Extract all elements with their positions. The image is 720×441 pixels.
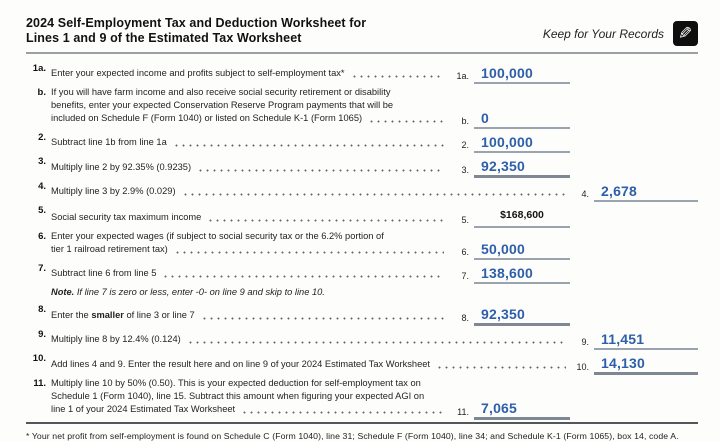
row-text: [51, 267, 156, 280]
entry-value: 100,000: [481, 134, 534, 150]
row-text-segment: Subtract line 1b from line 1a: [51, 137, 167, 147]
entry-line-label: 3.: [461, 165, 469, 175]
row-text-segment: Schedule 1 (Form 1040), line 15. Subtract this amount when figuring your expected AGI on: [51, 391, 425, 401]
page-title: [26, 16, 366, 46]
dot-leaders: [182, 185, 566, 198]
row-text: [51, 211, 201, 224]
row-description: [51, 86, 448, 125]
row-text-line: [51, 211, 448, 224]
keep-for-records-label: Keep for Your Records: [542, 26, 664, 41]
row-text-segment: Multiply line 8 by 12.4% (0.124): [51, 334, 181, 344]
row-description: [51, 185, 570, 198]
row-description: [51, 286, 698, 299]
row-text: [51, 112, 362, 125]
worksheet-row: [26, 230, 698, 256]
row-description: [51, 230, 448, 256]
dot-leaders: [174, 243, 444, 256]
row-number: 7.: [38, 263, 46, 274]
row-text-line: [51, 286, 698, 299]
entry-value: 92,350: [481, 306, 526, 322]
row-description: [51, 358, 570, 371]
row-text-line: [51, 67, 448, 80]
row-text-segment: Enter the: [51, 310, 92, 320]
worksheet-rows: [26, 62, 698, 416]
row-text-segment: Note.: [51, 287, 75, 297]
worksheet-row: [26, 155, 698, 174]
dot-leaders: [351, 67, 444, 80]
dot-leaders: [436, 358, 566, 371]
entry-line-label: 11.: [457, 407, 469, 417]
row-text-segment: If you will have farm income and also receive social security retirement or disability: [51, 87, 391, 97]
row-text: [51, 161, 191, 174]
worksheet-row: [26, 303, 698, 322]
entry-line-label: b.: [461, 116, 469, 126]
row-text-line: [51, 333, 570, 346]
entry-value: 0: [481, 110, 489, 126]
row-text-segment: Enter your expected wages (if subject to social security tax or the 6.2% portion of: [51, 231, 384, 241]
row-number: 5.: [38, 205, 46, 216]
worksheet-row: [26, 328, 698, 346]
row-text-line: [51, 185, 570, 198]
row-text: [51, 286, 325, 299]
row-number: 3.: [38, 156, 46, 167]
entry-line-label: 10.: [576, 362, 589, 372]
worksheet-row: [26, 131, 698, 149]
entry-line-label: 7.: [461, 271, 469, 281]
note-row: [26, 286, 698, 299]
row-text-line: [51, 230, 448, 243]
row-text-line: [51, 86, 448, 99]
row-text-line: [51, 112, 448, 125]
worksheet-row: [26, 204, 698, 224]
row-text-line: [51, 377, 448, 390]
entry-field-3[interactable]: [474, 159, 570, 178]
row-description: [51, 333, 570, 346]
dot-leaders: [207, 211, 444, 224]
row-number: 1a.: [32, 63, 46, 74]
page-title-line1: 2024 Self-Employment Tax and Deduction Worksheet for: [26, 16, 367, 30]
row-text-segment: benefits, enter your expected Conservation Reserve Program payments that will be: [51, 100, 394, 110]
entry-field-10[interactable]: [594, 356, 698, 375]
dot-leaders: [187, 333, 566, 346]
entry-line-label: 4.: [581, 189, 589, 199]
entry-field-11[interactable]: [474, 401, 570, 420]
row-text: [51, 390, 424, 403]
row-text-line: [51, 403, 448, 416]
row-number: 4.: [38, 181, 46, 192]
entry-value: 7,065: [481, 400, 518, 416]
row-number: 9.: [38, 329, 46, 340]
entry-field-6[interactable]: [474, 242, 570, 260]
row-text-line: [51, 99, 448, 112]
dot-leaders: [201, 309, 444, 322]
header-divider: [26, 52, 698, 54]
entry-value: 92,350: [481, 158, 526, 174]
page-title-line2: Lines 1 and 9 of the Estimated Tax Worksheet: [26, 31, 302, 45]
row-description: [51, 161, 448, 174]
row-text-segment: If line 7 is zero or less, enter -0- on line 9 and skip to line 10.: [74, 287, 325, 297]
row-text: [51, 86, 390, 99]
row-text-line: [51, 161, 448, 174]
entry-field-2[interactable]: [474, 135, 570, 153]
entry-line-label: 8.: [461, 313, 469, 323]
worksheet-row: [26, 62, 698, 80]
row-number: 11.: [33, 378, 46, 389]
entry-value: 138,600: [481, 265, 534, 281]
row-text-segment: Multiply line 3 by 2.9% (0.029): [51, 186, 176, 196]
row-description: [51, 309, 448, 322]
row-number: 10.: [32, 353, 46, 364]
row-number: 8.: [38, 304, 46, 315]
worksheet-row: [26, 86, 698, 125]
row-text: [51, 243, 168, 256]
entry-field-4[interactable]: [594, 184, 698, 202]
row-number: 2.: [38, 132, 46, 143]
entry-line-label: 6.: [461, 247, 469, 257]
row-text: [51, 136, 167, 149]
entry-line-label: 1a.: [456, 71, 469, 81]
row-text-line: [51, 243, 448, 256]
row-text-line: [51, 309, 448, 322]
row-description: [51, 267, 448, 280]
row-text-segment: Subtract line 6 from line 5: [51, 268, 157, 278]
dot-leaders: [197, 161, 444, 174]
entry-field-5[interactable]: [474, 208, 570, 228]
row-text-segment: tier 1 railroad retirement tax): [51, 244, 168, 254]
row-description: [51, 67, 448, 80]
entry-line-label: 9.: [581, 337, 589, 347]
entry-field-9[interactable]: [594, 332, 698, 350]
row-text-segment: Social security tax maximum income: [51, 212, 202, 222]
row-text-segment: smaller: [91, 310, 124, 320]
row-text-segment: Multiply line 2 by 92.35% (0.9235): [51, 162, 192, 172]
worksheet-row: [26, 262, 698, 280]
worksheet-row: [26, 180, 698, 198]
row-text: [51, 185, 176, 198]
row-text-segment: Enter your expected income and profits subject to self-employment tax*: [51, 68, 345, 78]
footnote: * Your net profit from self-employment is found on Schedule C (Form 1040), line 31; Schedule F (Form 1040), line 34; and Schedule K-1 (Form 1065), box 14, code A.: [26, 431, 679, 441]
row-description: [51, 377, 448, 416]
row-text-line: [51, 267, 448, 280]
worksheet-header: [26, 16, 698, 46]
entry-field-7[interactable]: [474, 266, 570, 284]
row-description: [51, 211, 448, 224]
row-text-segment: line 1 of your 2024 Estimated Tax Worksheet: [51, 404, 236, 414]
row-text-segment: Multiply line 10 by 50% (0.50). This is your expected deduction for self-employment tax on: [51, 378, 421, 388]
row-text: [51, 358, 430, 371]
dot-leaders: [368, 112, 444, 125]
row-text: [51, 99, 393, 112]
entry-value: 2,678: [601, 183, 638, 199]
dot-leaders: [241, 403, 444, 416]
footnote-divider: [26, 422, 698, 424]
keep-for-records: [543, 21, 698, 46]
entry-field-8[interactable]: [474, 307, 570, 326]
row-text-line: [51, 390, 448, 403]
row-text: [51, 377, 421, 390]
row-number: 6.: [38, 231, 46, 242]
entry-value: 50,000: [481, 241, 526, 257]
row-text: [51, 333, 181, 346]
entry-field-b[interactable]: [474, 111, 570, 129]
row-text-line: [51, 358, 570, 371]
entry-field-1a[interactable]: [474, 66, 570, 84]
worksheet-row: [26, 352, 698, 371]
row-text: [51, 309, 195, 322]
dot-leaders: [173, 136, 444, 149]
entry-value: 11,451: [601, 331, 645, 347]
row-text-segment: included on Schedule F (Form 1040) or listed on Schedule K-1 (Form 1065): [51, 113, 363, 123]
entry-value: $168,600: [500, 209, 544, 221]
entry-line-label: 2.: [461, 140, 469, 150]
entry-value: 14,130: [601, 355, 646, 371]
entry-value: 100,000: [481, 65, 534, 81]
pencil-glyph: ✎: [678, 24, 693, 43]
pencil-icon: [673, 21, 698, 46]
row-text: [51, 67, 345, 80]
row-text-segment: of line 3 or line 7: [123, 310, 195, 320]
entry-line-label: 5.: [461, 215, 469, 225]
row-text: [51, 403, 235, 416]
row-number: b.: [37, 87, 46, 98]
row-text: [51, 230, 384, 243]
row-text-segment: Add lines 4 and 9. Enter the result here and on line 9 of your 2024 Estimated Tax Worksheet: [51, 359, 430, 369]
row-text-line: [51, 136, 448, 149]
row-description: [51, 136, 448, 149]
dot-leaders: [162, 267, 444, 280]
worksheet-row: [26, 377, 698, 416]
